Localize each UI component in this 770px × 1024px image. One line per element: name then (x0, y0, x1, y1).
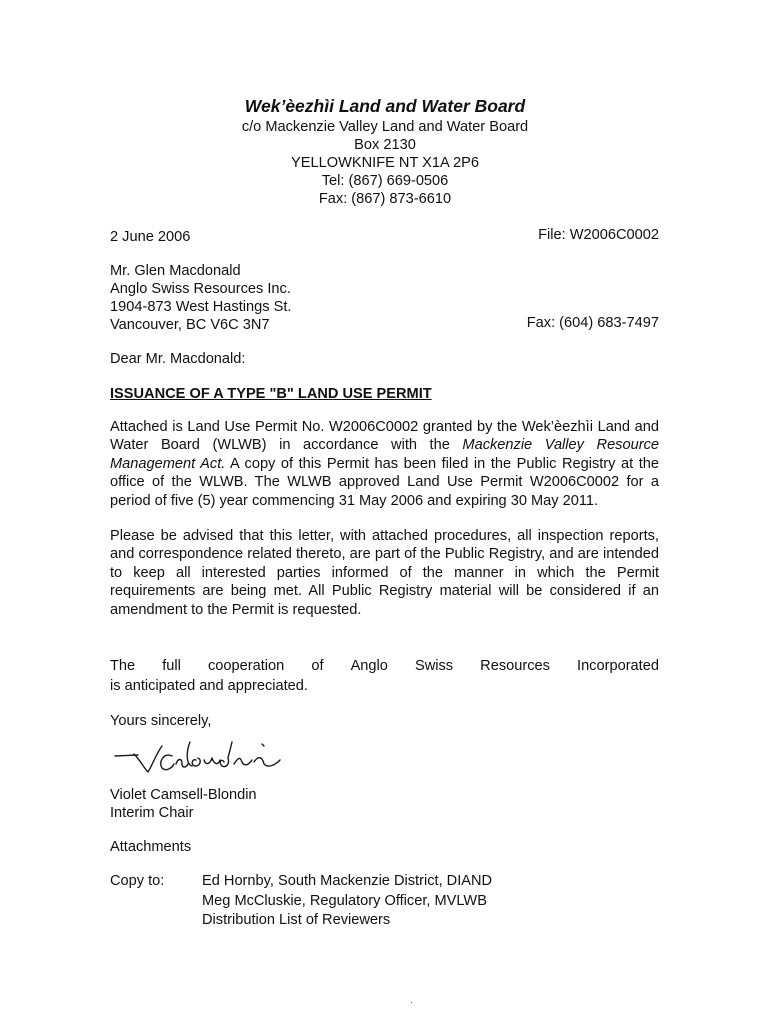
recipient-company: Anglo Swiss Resources Inc. (110, 281, 291, 297)
recipient-name: Mr. Glen Macdonald (110, 263, 241, 279)
closing: Yours sincerely, (110, 713, 212, 729)
file-number: File: W2006C0002 (538, 227, 659, 243)
care-of-line: c/o Mackenzie Valley Land and Water Board (241, 119, 529, 135)
fax-line: Fax: (867) 873-6610 (318, 191, 452, 207)
attachments-label: Attachments (110, 839, 192, 855)
coop-word: of (311, 658, 324, 674)
board-name: Wek’èezhìi Land and Water Board (244, 96, 526, 116)
coop-word: Swiss (414, 658, 454, 674)
signer-name: Violet Camsell-Blondin (110, 787, 257, 803)
copy-recipient: Meg McCluskie, Regulatory Officer, MVLWB (202, 892, 487, 909)
recipient-street: 1904-873 West Hastings St. (110, 299, 292, 315)
scan-speck (411, 1002, 412, 1003)
coop-word: The (110, 658, 136, 674)
letter-date: 2 June 2006 (110, 229, 191, 245)
coop-word: Anglo (350, 658, 388, 674)
coop-word: Incorporated (577, 658, 659, 674)
coop-word: full (162, 658, 181, 674)
handwritten-signature (112, 738, 292, 784)
subject-line: ISSUANCE OF A TYPE "B" LAND USE PERMIT (110, 386, 432, 402)
box-line: Box 2130 (354, 137, 416, 153)
paragraph-permit-details (110, 418, 659, 510)
copy-recipient: Ed Hornby, South Mackenzie District, DIAND (202, 873, 493, 889)
act-name: Mackenzie Valley Resource Management Act. (110, 437, 659, 472)
paragraph-cooperation (110, 656, 659, 696)
recipient-fax: Fax: (604) 683-7497 (526, 315, 659, 331)
copy-to-label: Copy to: (110, 873, 165, 889)
copy-recipient: Distribution List of Reviewers (202, 912, 391, 928)
paragraph-permit-rest: A copy of this Permit has been filed in the Public Registry at the office of the WLWB. The WLWB approved Land Use Permit W2006C0002 for a period of five (5) year commencing 31 May 2006 and expiring 30 May 2011. (110, 455, 659, 509)
paragraph-public-registry: Please be advised that this letter, with attached procedures, all inspection reports, and correspondence related thereto, are part of the Public Registry, and are intended to keep all interested parties informed of the manner in which the Permit requirements are being met. All Public Registry material will be considered if an amendment to the Permit is requested. (110, 528, 659, 618)
coop-word: Resources (480, 658, 550, 674)
coop-word: cooperation (207, 658, 285, 674)
salutation: Dear Mr. Macdonald: (110, 351, 246, 367)
tel-line: Tel: (867) 669-0506 (321, 173, 449, 189)
city-line: YELLOWKNIFE NT X1A 2P6 (291, 155, 479, 171)
paragraph-permit-intro: Attached is Land Use Permit No. W2006C0002 granted by the Wek’èezhìi Land and Water Board (WLWB) in accordance with the (110, 419, 659, 454)
signer-title: Interim Chair (110, 805, 194, 821)
copy-recipients-list (202, 872, 492, 931)
cooperation-line-1 (110, 656, 659, 676)
cooperation-line-2: is anticipated and appreciated. (110, 678, 308, 694)
recipient-city: Vancouver, BC V6C 3N7 (110, 317, 270, 333)
